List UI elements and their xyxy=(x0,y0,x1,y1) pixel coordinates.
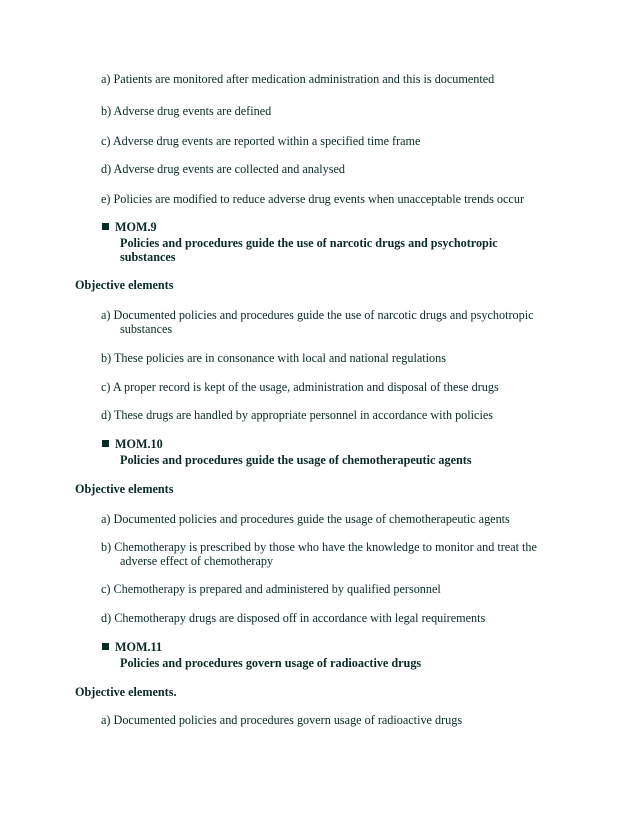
list-item: d) Adverse drug events are collected and analysed xyxy=(101,162,345,176)
list-item: a) Documented policies and procedures govern usage of radioactive drugs xyxy=(101,713,463,727)
standard-title: Policies and procedures guide the use of narcotic drugs and psychotropic xyxy=(120,236,498,250)
standard-title: Policies and procedures guide the usage of chemotherapeutic agents xyxy=(120,453,472,467)
section-heading: Objective elements xyxy=(75,278,174,292)
list-item: b) Chemotherapy is prescribed by those who have the knowledge to monitor and treat the xyxy=(101,540,537,554)
standard-title: Policies and procedures govern usage of radioactive drugs xyxy=(120,656,422,670)
list-item: b) Adverse drug events are defined xyxy=(101,104,272,118)
list-item: a) Documented policies and procedures guide the use of narcotic drugs and psychotropic xyxy=(101,308,534,322)
standard-code-mom11 xyxy=(102,640,162,654)
list-item: d) Chemotherapy drugs are disposed off in accordance with legal requirements xyxy=(101,611,486,625)
standard-title-continued: substances xyxy=(120,250,176,264)
list-item: c) A proper record is kept of the usage, administration and disposal of these drugs xyxy=(101,380,499,394)
list-item: d) These drugs are handled by appropriate personnel in accordance with policies xyxy=(101,408,493,422)
list-item: c) Adverse drug events are reported within a specified time frame xyxy=(101,134,421,148)
standard-code: MOM.10 xyxy=(115,437,163,451)
standard-code: MOM.11 xyxy=(115,640,163,654)
standard-code-mom9 xyxy=(102,220,157,234)
list-item: e) Policies are modified to reduce adverse drug events when unacceptable trends occur xyxy=(101,192,524,206)
section-heading: Objective elements. xyxy=(75,685,177,699)
list-item-continued: substances xyxy=(120,322,173,336)
square-bullet-icon xyxy=(102,440,109,447)
list-item: b) These policies are in consonance with local and national regulations xyxy=(101,351,446,365)
list-item: a) Documented policies and procedures guide the usage of chemotherapeutic agents xyxy=(101,512,510,526)
standard-code-mom10 xyxy=(102,437,163,451)
standard-code: MOM.9 xyxy=(115,220,157,234)
section-heading: Objective elements xyxy=(75,482,174,496)
list-item: c) Chemotherapy is prepared and administered by qualified personnel xyxy=(101,582,441,596)
list-item-continued: adverse effect of chemotherapy xyxy=(120,554,274,568)
square-bullet-icon xyxy=(102,643,109,650)
list-item: a) Patients are monitored after medication administration and this is documented xyxy=(101,72,495,86)
square-bullet-icon xyxy=(102,223,109,230)
